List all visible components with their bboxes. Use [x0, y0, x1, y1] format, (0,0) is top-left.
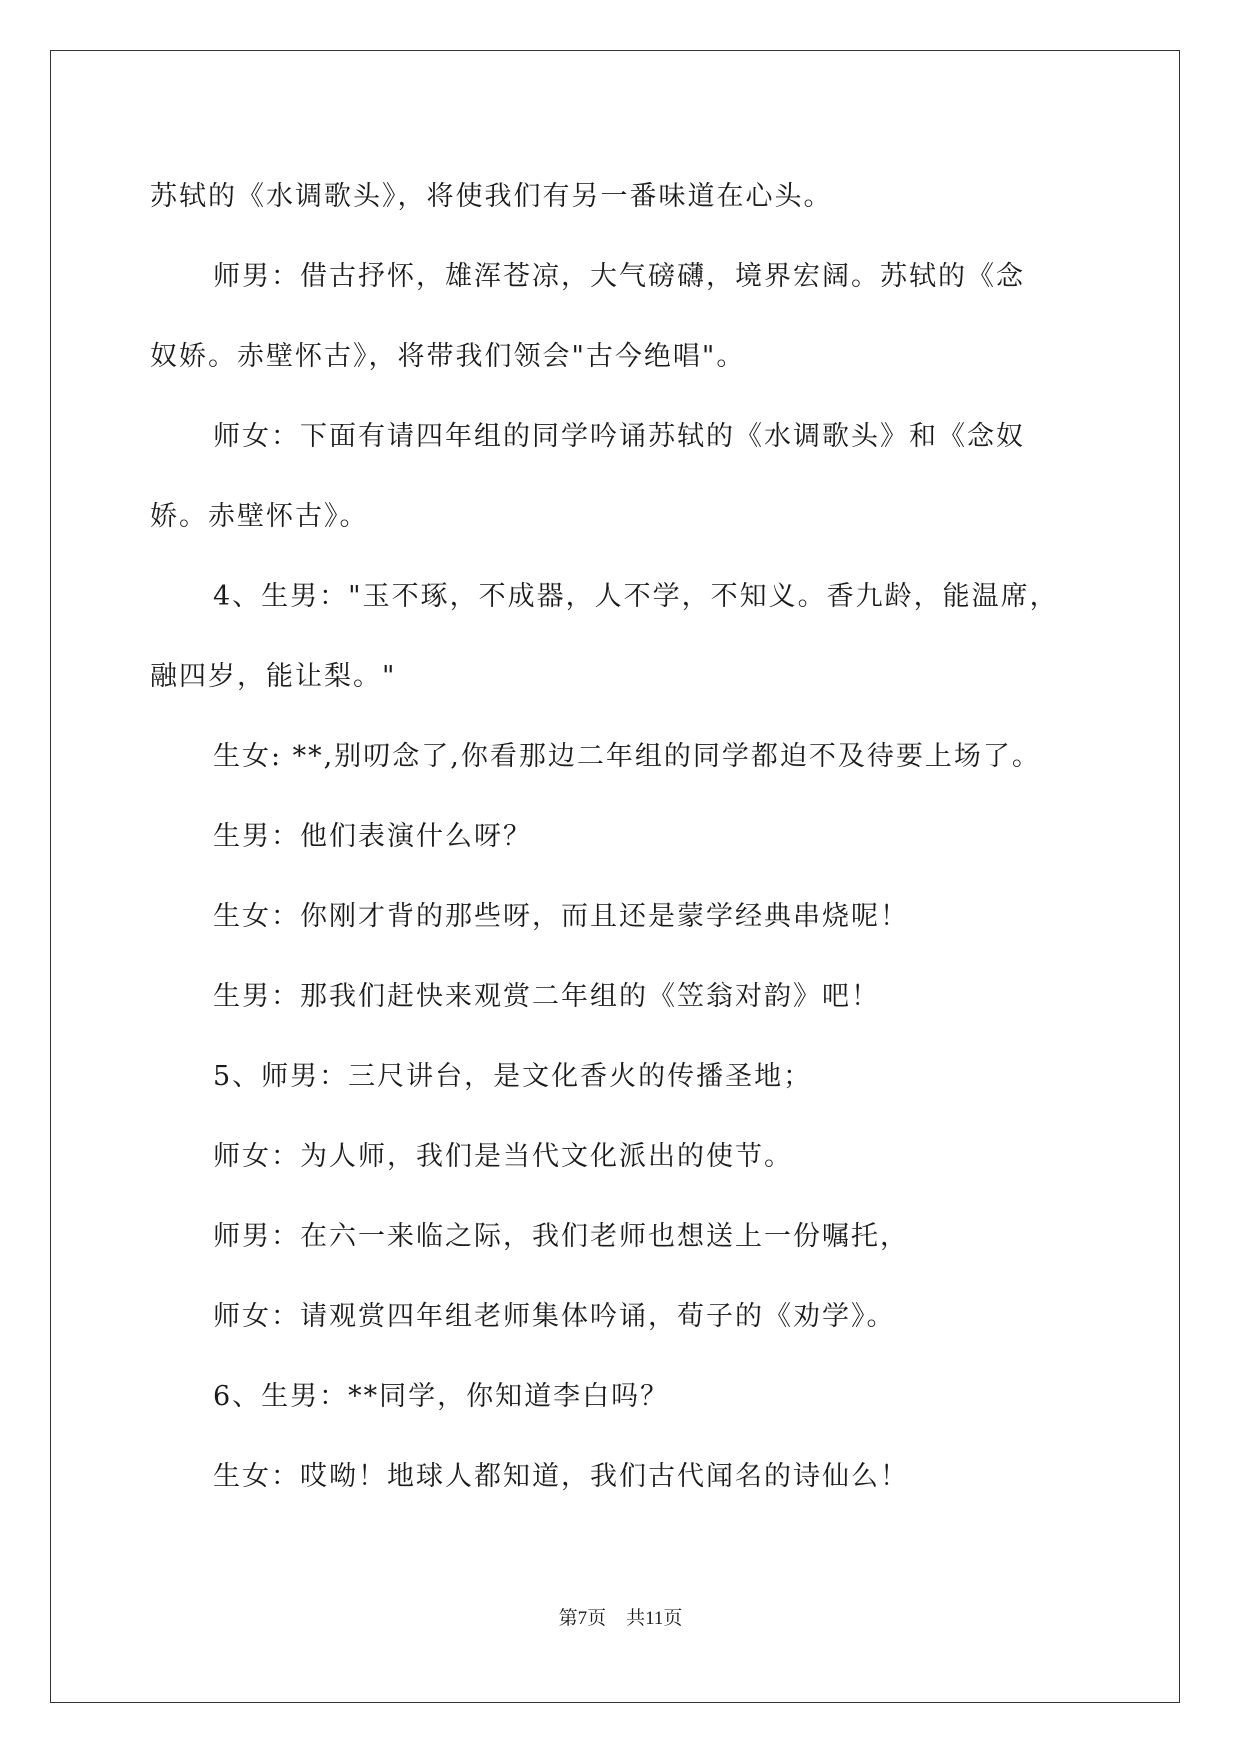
paragraph-line: 融四岁，能让梨。" — [150, 661, 397, 692]
paragraph-line: 师男：借古抒怀，雄浑苍凉，大气磅礴，境界宏阔。苏轼的《念 — [213, 261, 1025, 292]
paragraph-line: 生女: **,别叨念了,你看那边二年组的同学都迫不及待要上场了。 — [213, 741, 1041, 772]
paragraph-line: 师女：请观赏四年组老师集体吟诵，荀子的《劝学》。 — [213, 1301, 896, 1332]
paragraph-line: 生男：那我们赶快来观赏二年组的《笠翁对韵》吧！ — [213, 981, 880, 1012]
paragraph-line: 苏轼的《水调歌头》，将使我们有另一番味道在心头。 — [150, 181, 833, 212]
paragraph-line: 娇。赤壁怀古》。 — [150, 501, 369, 532]
page-total: 共11页 — [626, 1608, 683, 1629]
paragraph-line: 4、生男："玉不琢，不成器，人不学，不知义。香九龄，能温席， — [213, 581, 1059, 612]
paragraph-line: 师女：下面有请四年组的同学吟诵苏轼的《水调歌头》和《念奴 — [213, 421, 1025, 452]
page-footer — [0, 1606, 1241, 1632]
paragraph-line: 生女：你刚才背的那些呀，而且还是蒙学经典串烧呢！ — [213, 901, 909, 932]
page-number: 第7页 — [558, 1608, 607, 1629]
paragraph-line: 奴娇。赤壁怀古》，将带我们领会"古今绝唱"。 — [150, 341, 746, 372]
paragraph-line: 师男：在六一来临之际，我们老师也想送上一份嘱托， — [213, 1221, 909, 1252]
paragraph-line: 生女：哎呦！地球人都知道，我们古代闻名的诗仙么！ — [213, 1461, 909, 1492]
document-body — [150, 157, 1110, 1517]
paragraph-line: 师女：为人师，我们是当代文化派出的使节。 — [213, 1141, 793, 1172]
paragraph-line: 6、生男：**同学，你知道李白吗？ — [213, 1381, 670, 1412]
paragraph-line: 5、师男：三尺讲台，是文化香火的传播圣地； — [213, 1061, 813, 1092]
paragraph-line: 生男：他们表演什么呀？ — [213, 821, 532, 852]
